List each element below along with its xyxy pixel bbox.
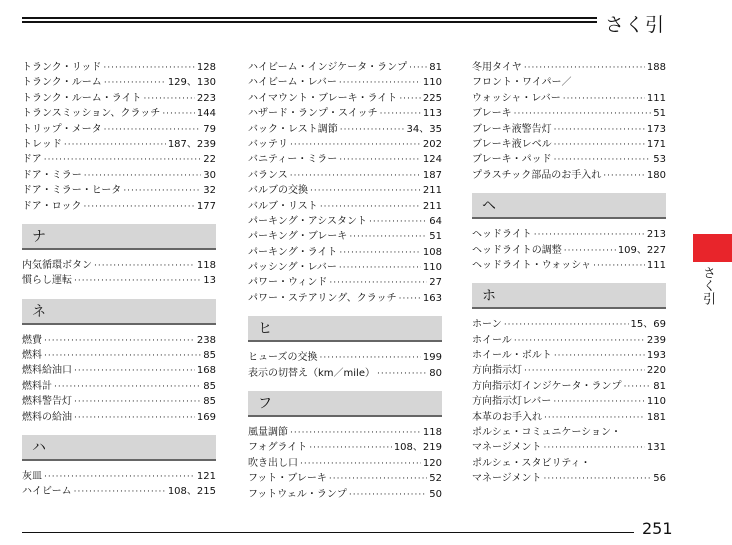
dot-leader — [603, 169, 645, 184]
page-number: 251 — [642, 519, 673, 538]
index-entry — [248, 440, 442, 455]
dot-leader — [320, 351, 421, 366]
section-tab-marker — [693, 234, 732, 262]
entry-page: 30 — [203, 169, 216, 181]
dot-leader — [310, 184, 421, 199]
index-entry — [248, 122, 442, 137]
entry-page: 239 — [646, 334, 666, 346]
entry-page: 110 — [422, 262, 442, 274]
entry-page: 187 — [422, 169, 442, 181]
dot-leader — [339, 153, 421, 168]
dot-leader — [44, 349, 201, 364]
entry-term: 表示の切替え（km／mile） — [248, 367, 375, 379]
dot-leader — [349, 230, 427, 245]
entry-term: プラスチック部品のお手入れ — [472, 169, 602, 181]
index-column-2 — [248, 60, 442, 502]
entry-page: 85 — [203, 350, 216, 362]
dot-leader — [74, 485, 166, 500]
entry-page: 187、239 — [167, 138, 216, 150]
dot-leader — [94, 259, 195, 274]
entry-term: 吹き出し口 — [248, 457, 298, 469]
entry-page: 118 — [196, 259, 216, 271]
index-entry — [248, 229, 442, 244]
dot-leader — [44, 153, 202, 168]
dot-leader — [544, 472, 652, 487]
entry-page: 111 — [646, 259, 666, 271]
entry-term: ヘッドライトの調整 — [472, 244, 562, 256]
index-entry — [22, 258, 216, 273]
index-entry — [472, 106, 666, 121]
dot-leader — [290, 138, 421, 153]
index-entry — [248, 199, 442, 214]
index-entry — [22, 106, 216, 121]
entry-term: 内気循環ボタン — [22, 259, 92, 271]
entry-term: 燃費 — [22, 334, 42, 346]
entry-page: 111 — [646, 92, 666, 104]
dot-leader — [399, 92, 421, 107]
entry-term: フォグライト — [248, 442, 308, 454]
entry-term: パワー・ウィンド — [248, 277, 328, 289]
entry-term: トランスミッション、クラッチ — [22, 108, 161, 120]
dot-leader — [409, 61, 427, 76]
entry-page: 173 — [646, 123, 666, 135]
dot-leader — [84, 169, 202, 184]
index-entry — [248, 425, 442, 440]
index-entry — [248, 366, 442, 381]
entry-term: フット・ブレーキ — [248, 473, 327, 485]
dot-leader — [514, 107, 652, 122]
dot-leader — [377, 367, 427, 382]
entry-page: 22 — [203, 154, 216, 166]
dot-leader — [593, 259, 645, 274]
index-entry — [472, 425, 666, 440]
entry-page: 124 — [422, 154, 442, 166]
index-entry — [472, 258, 666, 273]
index-entry — [22, 168, 216, 183]
entry-term: ブレーキ液レベル — [472, 138, 552, 150]
index-entry — [22, 484, 216, 499]
index-entry — [248, 75, 442, 90]
entry-term: フロント・ワイパー／ — [472, 77, 572, 89]
dot-leader — [123, 184, 201, 199]
dot-leader — [554, 153, 652, 168]
entry-page: 169 — [196, 411, 216, 423]
index-entry — [22, 410, 216, 425]
index-entry — [248, 275, 442, 290]
index-entry — [472, 152, 666, 167]
index-entry — [472, 363, 666, 378]
index-entry — [248, 350, 442, 365]
entry-term: マネージメント — [472, 442, 542, 454]
dot-leader — [74, 364, 195, 379]
index-entry — [472, 456, 666, 471]
index-column-3 — [472, 60, 666, 487]
entry-term: トランク・リッド — [22, 62, 102, 73]
section-heading: ホ — [472, 283, 666, 309]
index-entry — [472, 137, 666, 152]
index-entry — [248, 60, 442, 75]
index-entry — [472, 348, 666, 363]
index-entry — [22, 363, 216, 378]
entry-page: 85 — [203, 396, 216, 408]
entry-page: 144 — [196, 108, 216, 120]
entry-page: 80 — [429, 367, 442, 379]
entry-page: 171 — [646, 138, 666, 150]
entry-term: パーキング・アシスタント — [248, 215, 367, 227]
entry-page: 81 — [429, 62, 442, 73]
dot-leader — [144, 92, 195, 107]
header-title: さく引 — [605, 14, 666, 36]
index-entry — [22, 91, 216, 106]
index-entry — [22, 469, 216, 484]
entry-page: 238 — [196, 334, 216, 346]
entry-page: 108、219 — [393, 442, 442, 454]
entry-term: ハイビーム — [22, 486, 72, 498]
entry-term: 方向指示灯インジケータ・ランプ — [472, 380, 622, 392]
entry-term: バルブの交換 — [248, 185, 308, 197]
entry-page: 51 — [653, 108, 666, 120]
entry-page: 121 — [196, 471, 216, 483]
index-entry — [472, 333, 666, 348]
dot-leader — [553, 395, 645, 410]
index-entry — [472, 471, 666, 486]
index-entry — [22, 348, 216, 363]
entry-term: ホイール — [472, 334, 512, 346]
dot-leader — [340, 123, 405, 138]
index-entry — [248, 152, 442, 167]
dot-leader — [563, 92, 645, 107]
index-entry — [22, 60, 216, 75]
entry-term: トランク・ルーム — [22, 77, 102, 89]
entry-page: 120 — [422, 457, 442, 469]
index-entry — [22, 122, 216, 137]
entry-page: 64 — [429, 215, 442, 227]
dot-leader — [524, 364, 645, 379]
dot-leader — [74, 274, 201, 289]
index-entry — [472, 243, 666, 258]
entry-term: パーキング・ブレーキ — [248, 231, 348, 243]
dot-leader — [320, 200, 421, 215]
index-entry — [472, 75, 666, 90]
entry-term: トレッド — [22, 138, 62, 150]
entry-term: トリップ・メータ — [22, 123, 102, 135]
dot-leader — [329, 472, 427, 487]
entry-page: 199 — [422, 352, 442, 364]
entry-page: 193 — [646, 350, 666, 362]
dot-leader — [514, 334, 645, 349]
index-entry — [472, 60, 666, 75]
entry-term: 方向指示灯 — [472, 365, 522, 377]
index-entry — [22, 273, 216, 288]
entry-term: バランス — [248, 169, 288, 181]
entry-page: 180 — [646, 169, 666, 181]
dot-leader — [300, 457, 421, 472]
index-entry — [248, 471, 442, 486]
entry-page: 108 — [422, 246, 442, 258]
entry-term: 燃料警告灯 — [22, 396, 72, 408]
entry-page: 13 — [203, 275, 216, 287]
entry-term: ヘッドライト・ウォッシャ — [472, 259, 592, 271]
dot-leader — [564, 244, 616, 259]
entry-term: ハザード・ランプ・スイッチ — [248, 108, 378, 120]
entry-term: 燃料計 — [22, 380, 52, 392]
index-entry — [472, 394, 666, 409]
entry-term: パワー・ステアリング、クラッチ — [248, 292, 397, 304]
dot-leader — [339, 261, 421, 276]
entry-term: ホイール・ボルト — [472, 350, 552, 362]
entry-term: バック・レスト調節 — [248, 123, 338, 135]
dot-leader — [339, 76, 421, 91]
entry-page: 85 — [203, 380, 216, 392]
index-entry — [22, 379, 216, 394]
index-entry — [248, 168, 442, 183]
index-entry — [472, 379, 666, 394]
header-rule — [22, 17, 597, 25]
dot-leader — [44, 470, 195, 485]
index-entry — [472, 168, 666, 183]
dot-leader — [290, 426, 421, 441]
section-heading: ヘ — [472, 193, 666, 219]
index-entry — [248, 91, 442, 106]
index-entry — [472, 227, 666, 242]
entry-term: ハイビーム・レバー — [248, 77, 337, 89]
entry-page: 15、69 — [630, 319, 666, 331]
entry-term: ドア・ロック — [22, 200, 82, 212]
entry-term: 本革のお手入れ — [472, 411, 542, 423]
dot-leader — [64, 138, 166, 153]
entry-page: 52 — [429, 473, 442, 485]
entry-page: 225 — [422, 92, 442, 104]
entry-term: ブレーキ — [472, 108, 512, 120]
entry-term: 燃料 — [22, 350, 42, 362]
index-column-1 — [22, 60, 216, 500]
entry-page: 81 — [653, 380, 666, 392]
dot-leader — [54, 380, 201, 395]
entry-term: ハイビーム・インジケータ・ランプ — [248, 62, 408, 73]
entry-term: フットウェル・ランプ — [248, 488, 347, 500]
entry-page: 56 — [653, 473, 666, 485]
index-entry — [248, 291, 442, 306]
index-entry — [22, 199, 216, 214]
side-tab-label: さく引 — [700, 266, 715, 305]
dot-leader — [309, 441, 392, 456]
entry-term: パーキング・ライト — [248, 246, 338, 258]
index-entry — [472, 91, 666, 106]
dot-leader — [504, 318, 629, 333]
dot-leader — [162, 107, 195, 122]
entry-page: 50 — [429, 488, 442, 500]
dot-leader — [554, 138, 645, 153]
entry-page: 128 — [196, 62, 216, 73]
entry-term: 燃料給油口 — [22, 365, 72, 377]
entry-page: 110 — [646, 396, 666, 408]
index-entry — [472, 410, 666, 425]
dot-leader — [339, 246, 421, 261]
entry-term: ブレーキ・パッド — [472, 154, 552, 166]
entry-term: ヒューズの交換 — [248, 352, 318, 364]
entry-term: ドア・ミラー・ヒータ — [22, 185, 122, 197]
entry-page: 202 — [422, 138, 442, 150]
dot-leader — [290, 169, 421, 184]
entry-page: 163 — [422, 292, 442, 304]
dot-leader — [524, 61, 645, 76]
section-heading: フ — [248, 391, 442, 417]
dot-leader — [380, 107, 421, 122]
entry-term: 燃料の給油 — [22, 411, 72, 423]
dot-leader — [544, 411, 645, 426]
dot-leader — [103, 61, 195, 76]
dot-leader — [84, 200, 195, 215]
entry-page: 211 — [422, 185, 442, 197]
entry-term: マネージメント — [472, 473, 542, 485]
index-entry — [248, 214, 442, 229]
entry-page: 181 — [646, 411, 666, 423]
entry-term: バッテリ — [248, 138, 288, 150]
dot-leader — [534, 228, 645, 243]
entry-term: ホーン — [472, 319, 502, 331]
entry-page: 53 — [653, 154, 666, 166]
entry-term: バルブ・リスト — [248, 200, 318, 212]
entry-page: 211 — [422, 200, 442, 212]
entry-page: 109、227 — [617, 244, 666, 256]
section-heading: ヒ — [248, 316, 442, 342]
entry-term: ポルシェ・コミュニケーション・ — [472, 427, 621, 439]
index-entry — [248, 183, 442, 198]
entry-term: パッシング・レバー — [248, 262, 337, 274]
dot-leader — [329, 276, 427, 291]
index-entry — [248, 106, 442, 121]
index-entry — [22, 394, 216, 409]
entry-term: ウォッシャ・レバー — [472, 92, 561, 104]
entry-term: トランク・ルーム・ライト — [22, 92, 142, 104]
index-entry — [248, 487, 442, 502]
entry-page: 177 — [196, 200, 216, 212]
entry-page: 118 — [422, 427, 442, 439]
entry-page: 188 — [646, 62, 666, 73]
dot-leader — [104, 123, 202, 138]
entry-term: ポルシェ・スタビリティ・ — [472, 457, 591, 469]
entry-term: 慣らし運転 — [22, 275, 72, 287]
entry-page: 32 — [203, 185, 216, 197]
entry-page: 79 — [203, 123, 216, 135]
dot-leader — [554, 123, 645, 138]
entry-term: ドア・ミラー — [22, 169, 82, 181]
entry-term: ドア — [22, 154, 42, 166]
dot-leader — [74, 395, 201, 410]
index-entry — [248, 137, 442, 152]
entry-term: 風量調節 — [248, 427, 288, 439]
index-entry — [472, 122, 666, 137]
dot-leader — [399, 292, 421, 307]
entry-page: 129、130 — [167, 77, 216, 89]
entry-page: 108、215 — [167, 486, 216, 498]
entry-page: 213 — [646, 229, 666, 241]
dot-leader — [74, 411, 195, 426]
dot-leader — [44, 334, 195, 349]
entry-page: 34、35 — [406, 123, 442, 135]
entry-term: ハイマウント・ブレーキ・ライト — [248, 92, 398, 104]
index-entry — [22, 137, 216, 152]
dot-leader — [544, 441, 645, 456]
entry-term: 灰皿 — [22, 471, 42, 483]
index-entry — [472, 317, 666, 332]
index-entry — [248, 245, 442, 260]
index-entry — [22, 183, 216, 198]
entry-term: バニティー・ミラー — [248, 154, 338, 166]
entry-page: 168 — [196, 365, 216, 377]
entry-page: 131 — [646, 442, 666, 454]
index-entry — [22, 152, 216, 167]
entry-term: 冬用タイヤ — [472, 62, 522, 73]
footer-rule — [22, 532, 634, 533]
entry-term: ブレーキ液警告灯 — [472, 123, 552, 135]
entry-term: ヘッドライト — [472, 229, 532, 241]
entry-page: 220 — [646, 365, 666, 377]
dot-leader — [554, 349, 645, 364]
section-heading: ナ — [22, 224, 216, 250]
dot-leader — [369, 215, 427, 230]
index-entry — [22, 333, 216, 348]
entry-page: 113 — [422, 108, 442, 120]
index-entry — [248, 456, 442, 471]
index-entry — [472, 440, 666, 455]
dot-leader — [349, 488, 427, 503]
entry-term: 方向指示灯レバー — [472, 396, 552, 408]
index-entry — [22, 75, 216, 90]
section-heading: ネ — [22, 299, 216, 325]
section-heading: ハ — [22, 435, 216, 461]
index-entry — [248, 260, 442, 275]
entry-page: 27 — [429, 277, 442, 289]
entry-page: 110 — [422, 77, 442, 89]
dot-leader — [624, 380, 652, 395]
entry-page: 51 — [429, 231, 442, 243]
dot-leader — [104, 76, 166, 91]
entry-page: 223 — [196, 92, 216, 104]
